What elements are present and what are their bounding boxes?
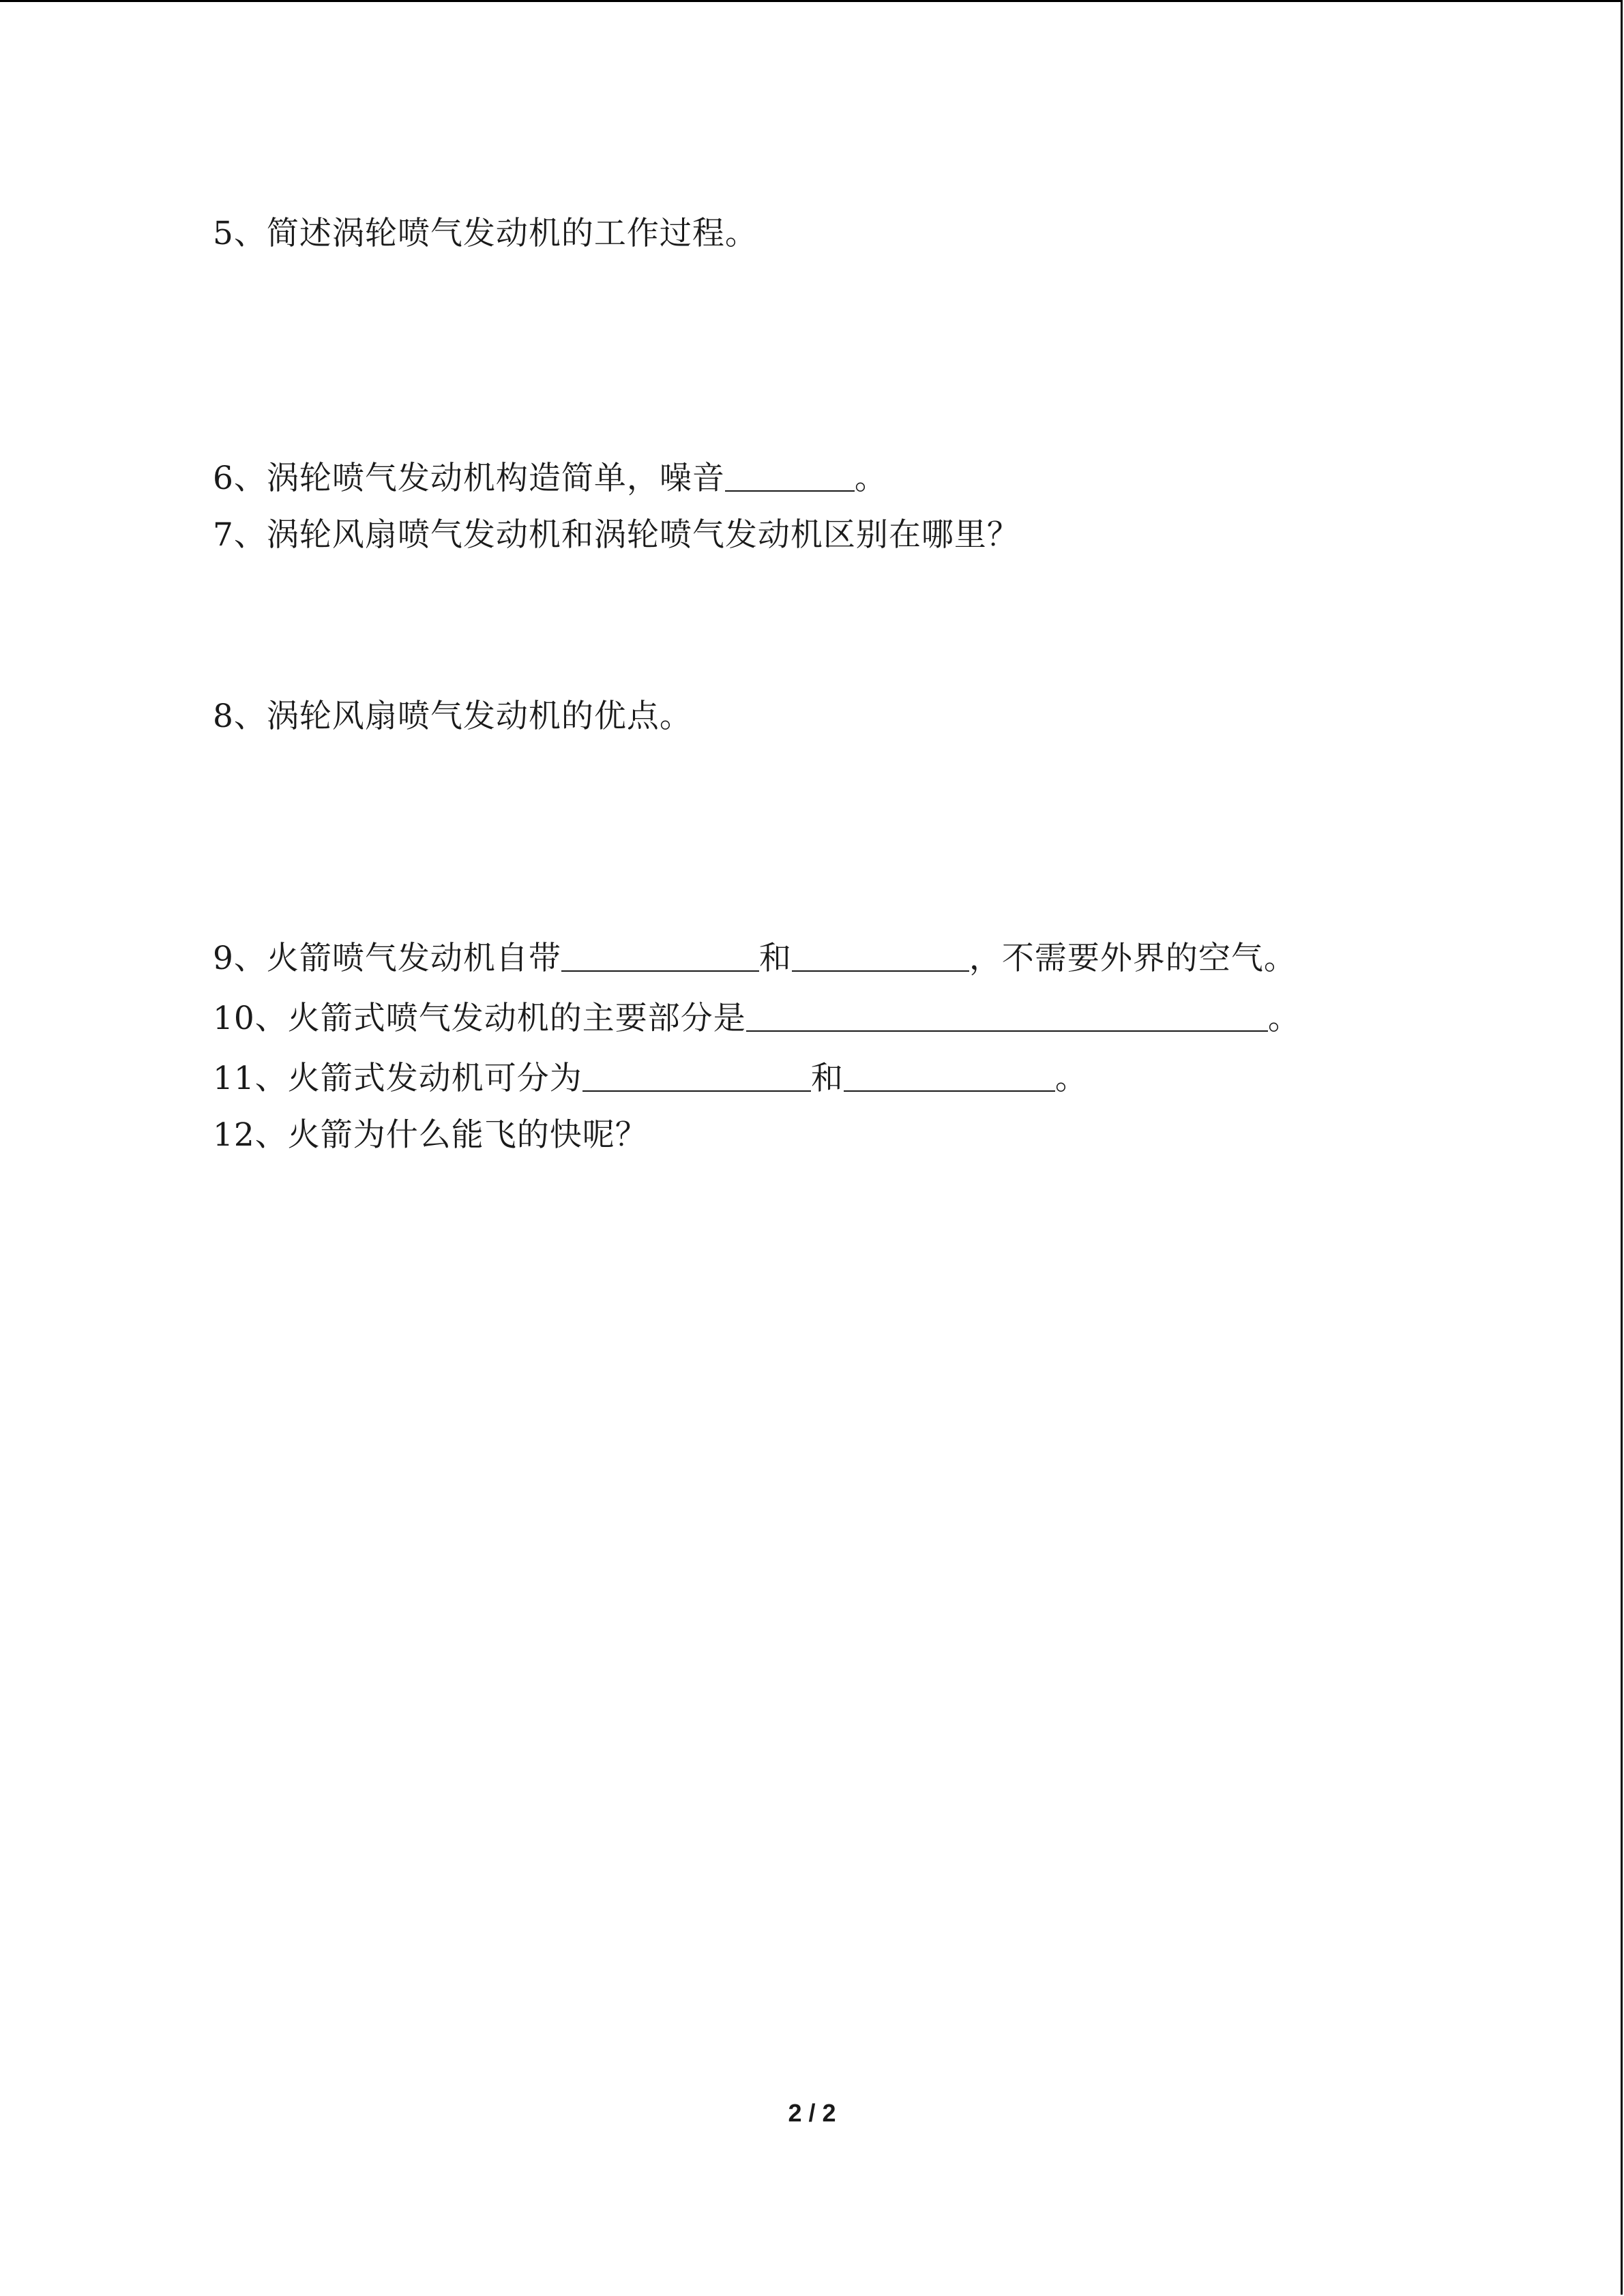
question-11-end: 。 bbox=[1054, 1060, 1088, 1097]
question-6 bbox=[213, 455, 887, 499]
question-5 bbox=[213, 213, 758, 254]
question-8 bbox=[213, 696, 692, 737]
question-9-text: 9、火箭喷气发动机自带 bbox=[213, 940, 561, 977]
question-11-text: 11、火箭式发动机可分为 bbox=[213, 1060, 582, 1097]
question-9-connector: 和 bbox=[758, 940, 792, 977]
question-6-text: 6、涡轮喷气发动机构造简单，噪音 bbox=[213, 460, 725, 497]
answer-blank-11b[interactable] bbox=[844, 1058, 1055, 1092]
question-7 bbox=[213, 515, 1020, 556]
answer-blank-6[interactable] bbox=[725, 458, 855, 492]
answer-blank-10[interactable] bbox=[746, 998, 1268, 1032]
answer-blank-9b[interactable] bbox=[792, 938, 969, 972]
question-12-text: 12、火箭为什么能飞的快呢？ bbox=[213, 1116, 648, 1154]
question-12 bbox=[213, 1115, 648, 1156]
question-5-text: 5、简述涡轮喷气发动机的工作过程。 bbox=[213, 215, 758, 252]
question-7-text: 7、涡轮风扇喷气发动机和涡轮喷气发动机区别在哪里？ bbox=[213, 516, 1020, 554]
question-11 bbox=[213, 1055, 1088, 1099]
question-10 bbox=[213, 995, 1301, 1039]
question-9 bbox=[213, 935, 1297, 979]
answer-blank-9a[interactable] bbox=[561, 938, 759, 972]
question-9-end: ，不需要外界的空气。 bbox=[969, 940, 1297, 977]
question-11-connector: 和 bbox=[810, 1060, 844, 1097]
question-8-text: 8、涡轮风扇喷气发动机的优点。 bbox=[213, 698, 692, 735]
page-number: 2 / 2 bbox=[788, 2099, 836, 2127]
question-10-end: 。 bbox=[1267, 1000, 1301, 1037]
question-10-text: 10、火箭式喷气发动机的主要部分是 bbox=[213, 1000, 746, 1037]
answer-blank-11a[interactable] bbox=[582, 1058, 811, 1092]
question-6-end: 。 bbox=[854, 460, 887, 497]
